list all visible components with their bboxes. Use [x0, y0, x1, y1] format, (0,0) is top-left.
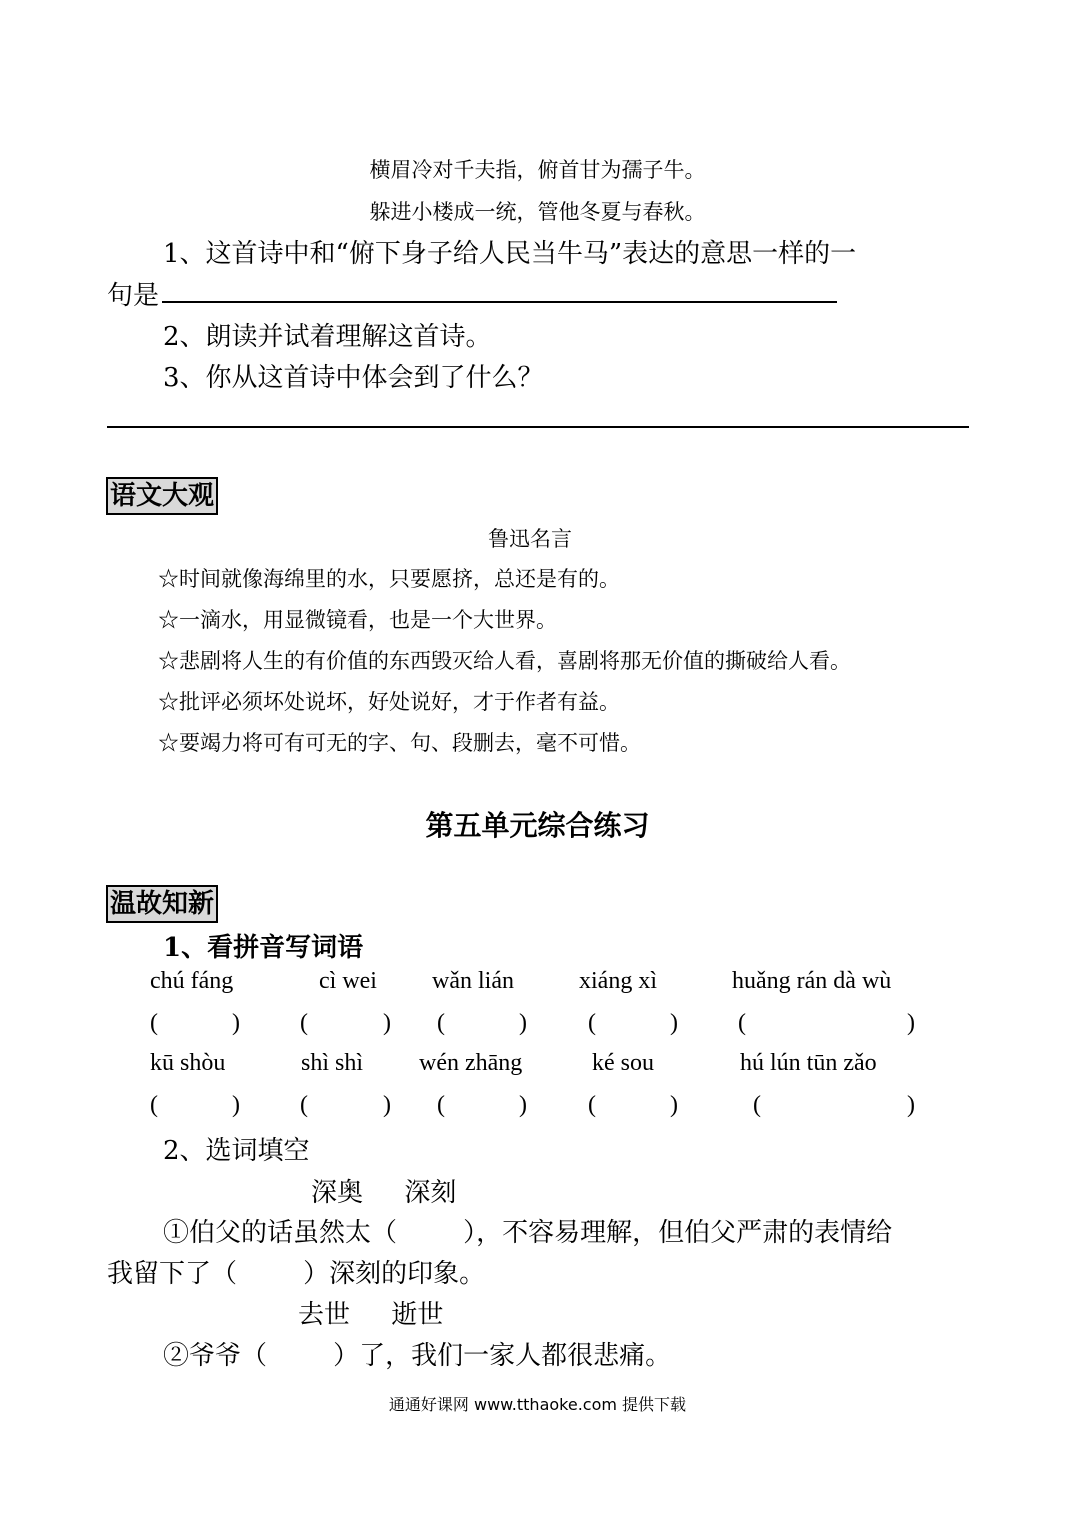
answer-paren-close: ) [519, 1092, 527, 1118]
quote-item: ☆时间就像海绵里的水，只要愿挤，总还是有的。 [158, 567, 620, 591]
answer-paren-close: ) [907, 1092, 915, 1118]
answer-paren-close: ) [519, 1010, 527, 1036]
answer-paren-open: ( [738, 1010, 746, 1036]
footer-download-note: 通通好课网 www.tthaoke.com 提供下载 [388, 1395, 687, 1414]
answer-paren-open: ( [150, 1092, 158, 1118]
answer-paren-open: ( [588, 1010, 596, 1036]
question-1-line-2: 句是 [107, 281, 160, 311]
pinyin-item: shì shì [301, 1050, 364, 1076]
answer-paren-close: ) [907, 1010, 915, 1036]
quote-item: ☆一滴水，用显微镜看，也是一个大世界。 [158, 608, 557, 632]
pinyin-item: huǎng rán dà wù [732, 968, 892, 994]
answer-paren-open: ( [753, 1092, 761, 1118]
poem-line-1: 横眉冷对千夫指，俯首甘为孺子牛。 [369, 158, 706, 182]
pinyin-item: wén zhāng [419, 1050, 523, 1076]
fill-sentence-1-line-1: ①伯父的话虽然太（ ），不容易理解，但伯父严肃的表情给 [163, 1218, 893, 1248]
pinyin-item: ké sou [592, 1050, 654, 1076]
answer-paren-close: ) [383, 1010, 391, 1036]
section-heading-chinese-overview: 语文大观 [106, 477, 218, 515]
answer-paren-open: ( [588, 1092, 596, 1118]
answer-paren-open: ( [437, 1010, 445, 1036]
unit-title: 第五单元综合练习 [425, 809, 650, 842]
answer-paren-open: ( [437, 1092, 445, 1118]
quote-item: ☆要竭力将可有可无的字、句、段删去，毫不可惜。 [158, 731, 641, 755]
answer-paren-close: ) [670, 1010, 678, 1036]
quotes-subtitle: 鲁迅名言 [488, 527, 572, 551]
pinyin-item: kū shòu [150, 1050, 226, 1076]
task-2-title: 2、选词填空 [163, 1136, 310, 1166]
answer-line-3 [107, 426, 969, 428]
poem-line-2: 躲进小楼成一统，管他冬夏与春秋。 [369, 200, 706, 224]
quote-item: ☆批评必须坏处说坏，好处说好，才于作者有益。 [158, 690, 620, 714]
answer-line-1 [162, 301, 837, 303]
question-3: 3、你从这首诗中体会到了什么？ [163, 363, 544, 393]
section-heading-review: 温故知新 [106, 885, 218, 923]
answer-paren-open: ( [300, 1010, 308, 1036]
quote-item: ☆悲剧将人生的有价值的东西毁灭给人看，喜剧将那无价值的撕破给人看。 [158, 649, 851, 673]
answer-paren-open: ( [150, 1010, 158, 1036]
answer-paren-open: ( [300, 1092, 308, 1118]
answer-paren-close: ) [383, 1092, 391, 1118]
pinyin-item: wǎn lián [432, 968, 514, 994]
pinyin-item: hú lún tūn zǎo [740, 1050, 877, 1076]
pinyin-item: xiáng xì [579, 968, 657, 994]
answer-paren-close: ) [670, 1092, 678, 1118]
fill-sentence-1-line-2: 我留下了（ ）深刻的印象。 [107, 1259, 486, 1289]
answer-paren-close: ) [232, 1010, 240, 1036]
fill-sentence-2: ②爷爷（ ）了，我们一家人都很悲痛。 [163, 1341, 672, 1371]
word-choices-2: 去世 逝世 [298, 1300, 444, 1330]
pinyin-item: chú fáng [150, 968, 234, 994]
pinyin-item: cì wei [319, 968, 377, 994]
question-2: 2、朗读并试着理解这首诗。 [163, 322, 492, 352]
word-choices-1: 深奥 深刻 [311, 1178, 457, 1208]
answer-paren-close: ) [232, 1092, 240, 1118]
question-1-line-1: 1、这首诗中和“俯下身子给人民当牛马”表达的意思一样的一 [163, 239, 857, 269]
task-1-title: 1、看拼音写词语 [163, 933, 364, 963]
